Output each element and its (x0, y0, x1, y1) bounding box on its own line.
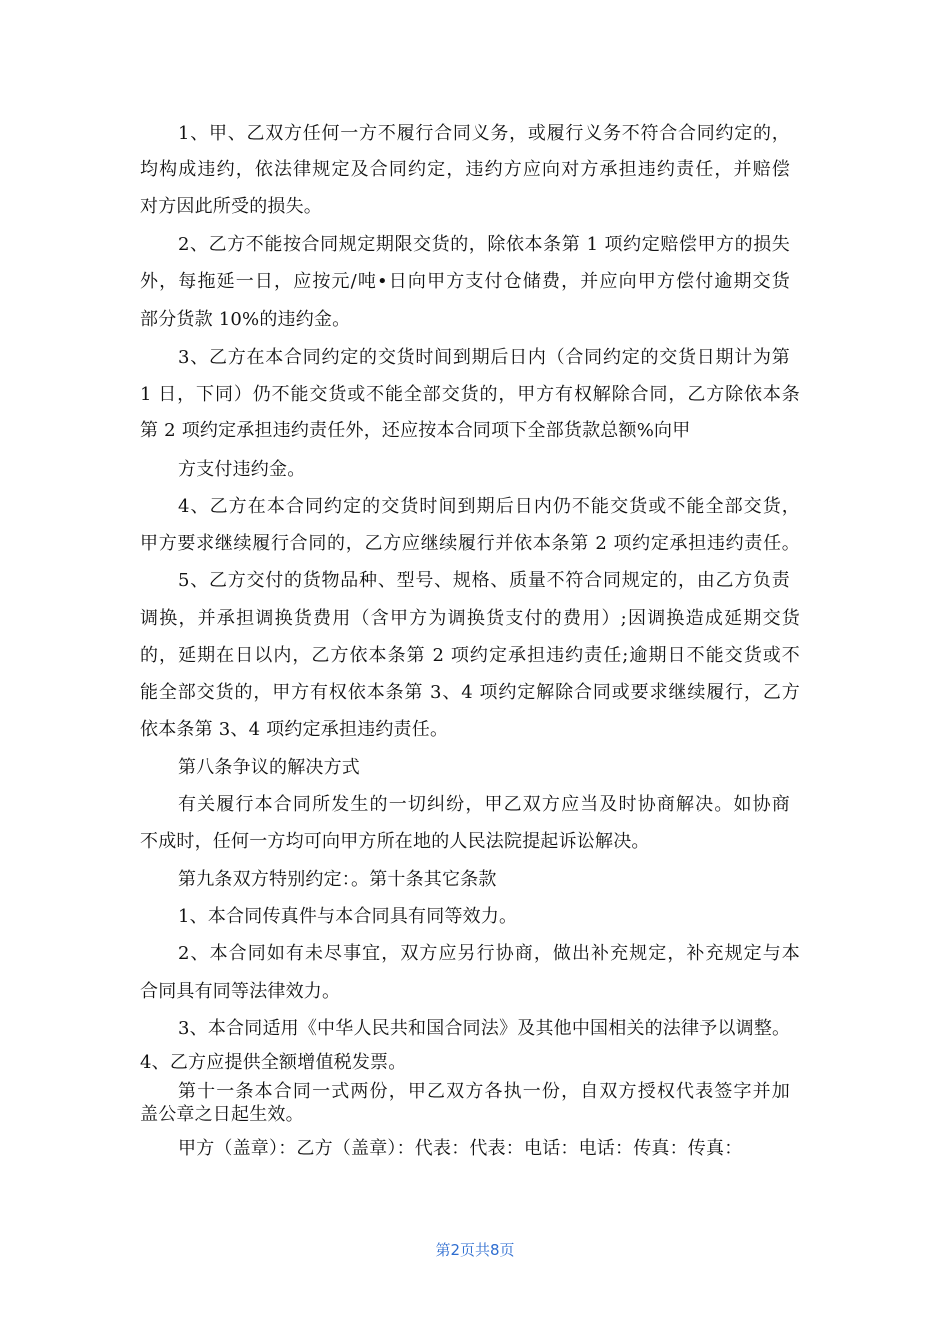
section-heading: 第八条争议的解决方式 (178, 757, 360, 778)
text-line: 1 日，下同）仍不能交货或不能全部交货的，甲方有权解除合同，乙方除依本条 (140, 384, 800, 405)
text-line: 方支付违约金。 (178, 459, 306, 480)
text-line: 第 2 项约定承担违约责任外，还应按本合同项下全部货款总额%向甲 (140, 420, 691, 441)
text-line: 依本条第 3、4 项约定承担违约责任。 (140, 719, 449, 740)
text-line: 能全部交货的，甲方有权依本条第 3、4 项约定解除合同或要求继续履行，乙方 (140, 682, 800, 703)
text-line: 2、本合同如有未尽事宜，双方应另行协商，做出补充规定，补充规定与本 (178, 943, 800, 964)
text-line: 3、乙方在本合同约定的交货时间到期后日内（合同约定的交货日期计为第 (178, 347, 790, 368)
text-line: 3、本合同适用《中华人民共和国合同法》及其他中国相关的法律予以调整。 (178, 1018, 791, 1039)
text-line: 2、乙方不能按合同规定期限交货的，除依本条第 1 项约定赔偿甲方的损失 (178, 234, 790, 255)
text-line: 不成时，任何一方均可向甲方所在地的人民法院提起诉讼解决。 (140, 831, 650, 852)
page-number: 第2页共8页 (435, 1241, 515, 1259)
text-line: 第十一条本合同一式两份，甲乙双方各执一份，自双方授权代表签字并加 (178, 1081, 790, 1102)
text-line: 合同具有同等法律效力。 (140, 981, 341, 1002)
text-line: 对方因此所受的损失。 (140, 196, 322, 217)
text-line: 均构成违约，依法律规定及合同约定，违约方应向对方承担违约责任，并赔偿 (140, 159, 790, 180)
text-line: 部分货款 10%的违约金。 (140, 309, 351, 330)
text-line: 4、乙方在本合同约定的交货时间到期后日内仍不能交货或不能全部交货， (178, 496, 800, 517)
text-line: 5、乙方交付的货物品种、型号、规格、质量不符合同规定的，由乙方负责 (178, 570, 790, 591)
text-line: 盖公章之日起生效。 (140, 1104, 304, 1125)
signature-line: 甲方（盖章）：乙方（盖章）：代表：代表：电话：电话：传真：传真： (178, 1138, 743, 1159)
section-heading: 第九条双方特别约定：。第十条其它条款 (178, 869, 497, 890)
text-line: 有关履行本合同所发生的一切纠纷，甲乙双方应当及时协商解决。如协商 (178, 794, 790, 815)
text-line: 4、乙方应提供全额增值税发票。 (140, 1052, 407, 1073)
text-line: 的，延期在日以内，乙方依本条第 2 项约定承担违约责任;逾期日不能交货或不 (140, 645, 800, 666)
text-line: 调换，并承担调换货费用（含甲方为调换货支付的费用）;因调换造成延期交货 (140, 608, 800, 629)
text-line: 外，每拖延一日，应按元/吨•日向甲方支付仓储费，并应向甲方偿付逾期交货 (140, 271, 790, 292)
text-line: 1、本合同传真件与本合同具有同等效力。 (178, 906, 518, 927)
text-line: 1、甲、乙双方任何一方不履行合同义务，或履行义务不符合合同约定的， (178, 123, 790, 144)
text-line: 甲方要求继续履行合同的，乙方应继续履行并依本条第 2 项约定承担违约责任。 (140, 533, 800, 554)
